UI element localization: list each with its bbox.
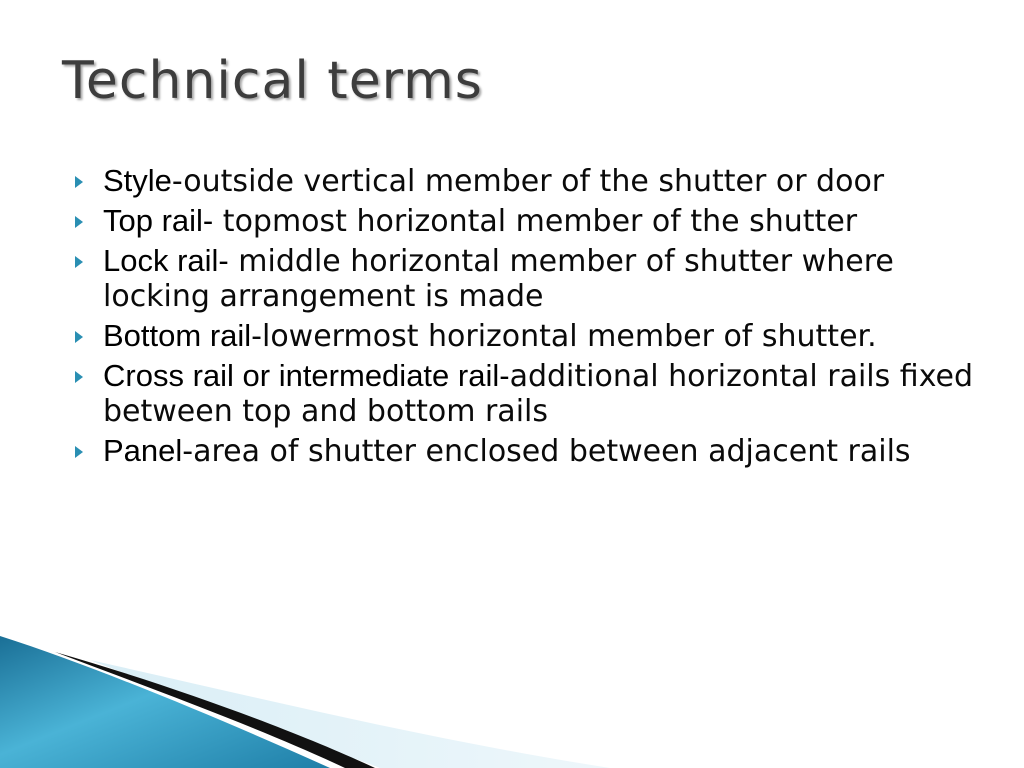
decorative-wave-graphic xyxy=(0,628,1024,768)
triangle-bullet-icon xyxy=(75,216,83,228)
list-item xyxy=(75,163,975,199)
term-definition: -area of shutter enclosed between adjacent rails xyxy=(182,434,911,469)
triangle-bullet-icon xyxy=(75,371,83,383)
wave-blue-shape xyxy=(0,636,330,768)
term-definition: topmost horizontal member of the shutter xyxy=(213,204,858,239)
term-label: Style xyxy=(103,163,172,198)
term-label: Panel xyxy=(103,433,183,468)
triangle-bullet-icon xyxy=(75,331,83,343)
term-label: Lock rail- xyxy=(103,243,229,278)
list-item xyxy=(75,203,975,239)
term-list xyxy=(75,163,975,473)
term-definition: additional horizontal rails fixed between top and bottom rails xyxy=(103,359,974,429)
list-item xyxy=(75,318,975,354)
triangle-bullet-icon xyxy=(75,256,83,268)
slide-title: Technical terms xyxy=(62,51,483,111)
triangle-bullet-icon xyxy=(75,446,83,458)
list-item xyxy=(75,358,975,429)
term-definition: -outside vertical member of the shutter or door xyxy=(171,164,885,199)
term-label: Cross rail or intermediate rail- xyxy=(103,358,510,393)
triangle-bullet-icon xyxy=(75,176,83,188)
term-definition: -lowermost horizontal member of shutter. xyxy=(251,319,877,354)
list-item xyxy=(75,433,975,469)
list-item xyxy=(75,243,975,314)
term-definition: middle horizontal member of shutter where locking arrangement is made xyxy=(103,244,894,314)
term-label: Top rail- xyxy=(103,203,214,238)
term-label: Bottom rail xyxy=(103,318,252,353)
